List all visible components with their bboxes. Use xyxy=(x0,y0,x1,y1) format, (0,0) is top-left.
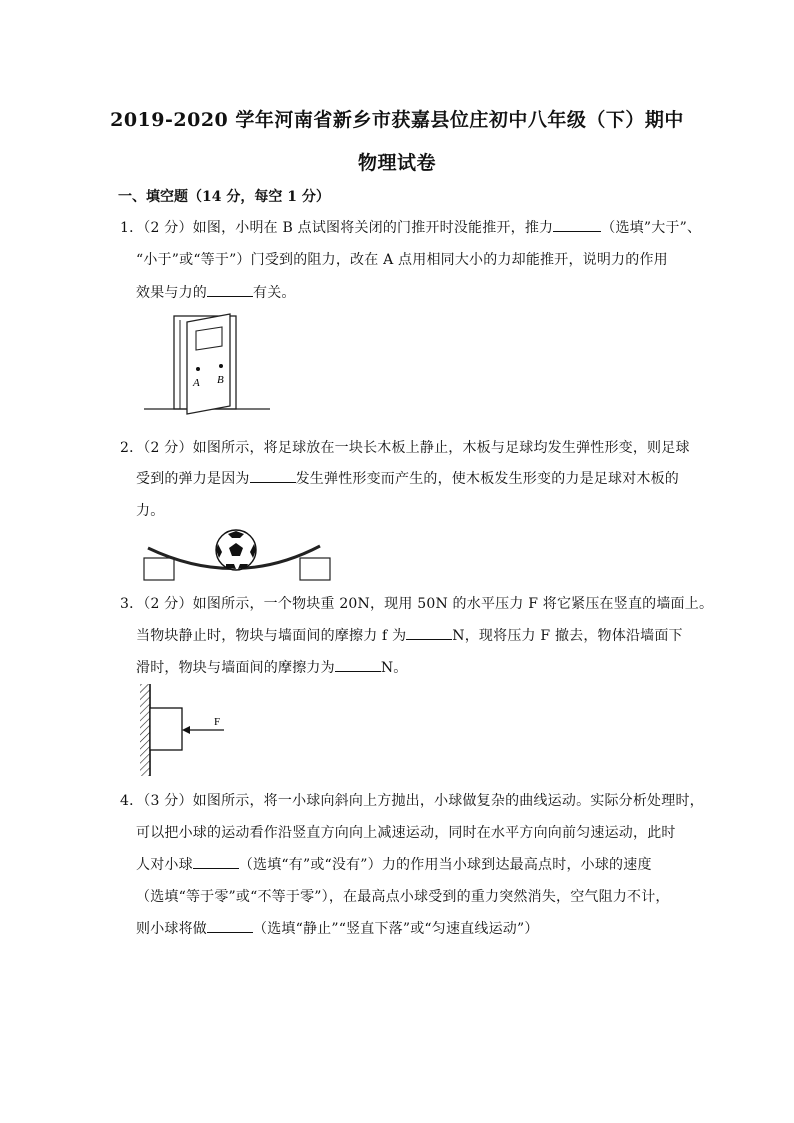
q3-text-2a: 当物块静止时，物块与墙面间的摩擦力 f 为 xyxy=(136,628,407,644)
exam-title-line2: 物理试卷 xyxy=(357,152,436,174)
point-b-dot xyxy=(219,364,223,368)
q2-text-2b: 发生弹性形变而产生的，使木板发生形变的力是足球对木板的 xyxy=(295,471,680,487)
q2-line3: 力。 xyxy=(136,503,165,519)
q3-line3 xyxy=(136,657,407,677)
q2-line1: 2．（2 分）如图所示，将足球放在一块长木板上静止，木板与足球均发生弹性形变，则足球 xyxy=(120,440,690,456)
q3-text-3b: N。 xyxy=(380,660,408,676)
point-a-label: A xyxy=(193,377,200,389)
q4-text-5a: 则小球将做 xyxy=(136,921,207,937)
football xyxy=(216,530,256,570)
q2-text-2a: 受到的弹力是因为 xyxy=(136,471,250,487)
force-label: F xyxy=(214,716,221,728)
q4-line3 xyxy=(136,854,652,874)
q1-text-1a: 1．（2 分）如图，小明在 B 点试图将关闭的门推开时没能推开，推力 xyxy=(120,220,554,236)
q1-text-3b: 有关。 xyxy=(253,285,296,301)
block-wall-figure xyxy=(138,680,238,780)
q1-blank-1[interactable] xyxy=(553,217,601,232)
q2-line2 xyxy=(136,468,679,488)
q3-blank-2[interactable] xyxy=(335,657,381,672)
exam-title-line1: 2019-2020 学年河南省新乡市获嘉县位庄初中八年级（下）期中 xyxy=(110,109,684,131)
left-support-block xyxy=(144,558,174,580)
q4-text-5b: （选填“静止”“竖直下落”或“匀速直线运动”） xyxy=(253,921,539,937)
football-board-figure xyxy=(140,528,335,584)
door-figure xyxy=(140,310,275,415)
q3-text-2b: N，现将压力 F 撤去，物体沿墙面下 xyxy=(452,628,683,644)
block xyxy=(150,708,182,750)
q4-text-3a: 人对小球 xyxy=(136,857,193,873)
q3-line1: 3．（2 分）如图所示，一个物块重 20N，现用 50N 的水平压力 F 将它紧压在竖直的墙面上。 xyxy=(120,596,714,612)
q1-line2: “小于”或“等于”）门受到的阻力，改在 A 点用相同大小的力却能推开，说明力的作用 xyxy=(136,252,668,268)
q4-text-3b: （选填“有”或“没有”）力的作用当小球到达最高点时，小球的速度 xyxy=(238,857,652,873)
q4-line4: （选填“等于零”或“不等于零”），在最高点小球受到的重力突然消失，空气阻力不计， xyxy=(136,889,670,905)
q3-text-3a: 滑时，物块与墙面间的摩擦力为 xyxy=(136,660,335,676)
force-arrowhead xyxy=(182,726,190,734)
section-heading-fill-in: 一、填空题（14 分，每空 1 分） xyxy=(118,189,330,205)
q1-line3 xyxy=(136,282,296,302)
q1-line1 xyxy=(120,217,701,237)
q4-blank-1[interactable] xyxy=(193,854,239,869)
q3-line2 xyxy=(136,625,683,645)
q1-text-3a: 效果与力的 xyxy=(136,285,207,301)
right-support-block xyxy=(300,558,330,580)
q1-blank-2[interactable] xyxy=(207,282,253,297)
q2-blank-1[interactable] xyxy=(250,468,296,483)
q4-line5 xyxy=(136,918,539,938)
q3-blank-1[interactable] xyxy=(406,625,452,640)
q4-blank-2[interactable] xyxy=(207,918,253,933)
wall-hatching xyxy=(140,684,150,776)
q1-text-1b: （选填”大于”、 xyxy=(601,220,702,236)
point-b-label: B xyxy=(217,374,224,386)
q4-line2: 可以把小球的运动看作沿竖直方向向上减速运动，同时在水平方向向前匀速运动，此时 xyxy=(136,825,676,841)
q4-line1: 4．（3 分）如图所示，将一小球向斜向上方抛出，小球做复杂的曲线运动。实际分析处理时， xyxy=(120,793,704,809)
point-a-dot xyxy=(196,367,200,371)
